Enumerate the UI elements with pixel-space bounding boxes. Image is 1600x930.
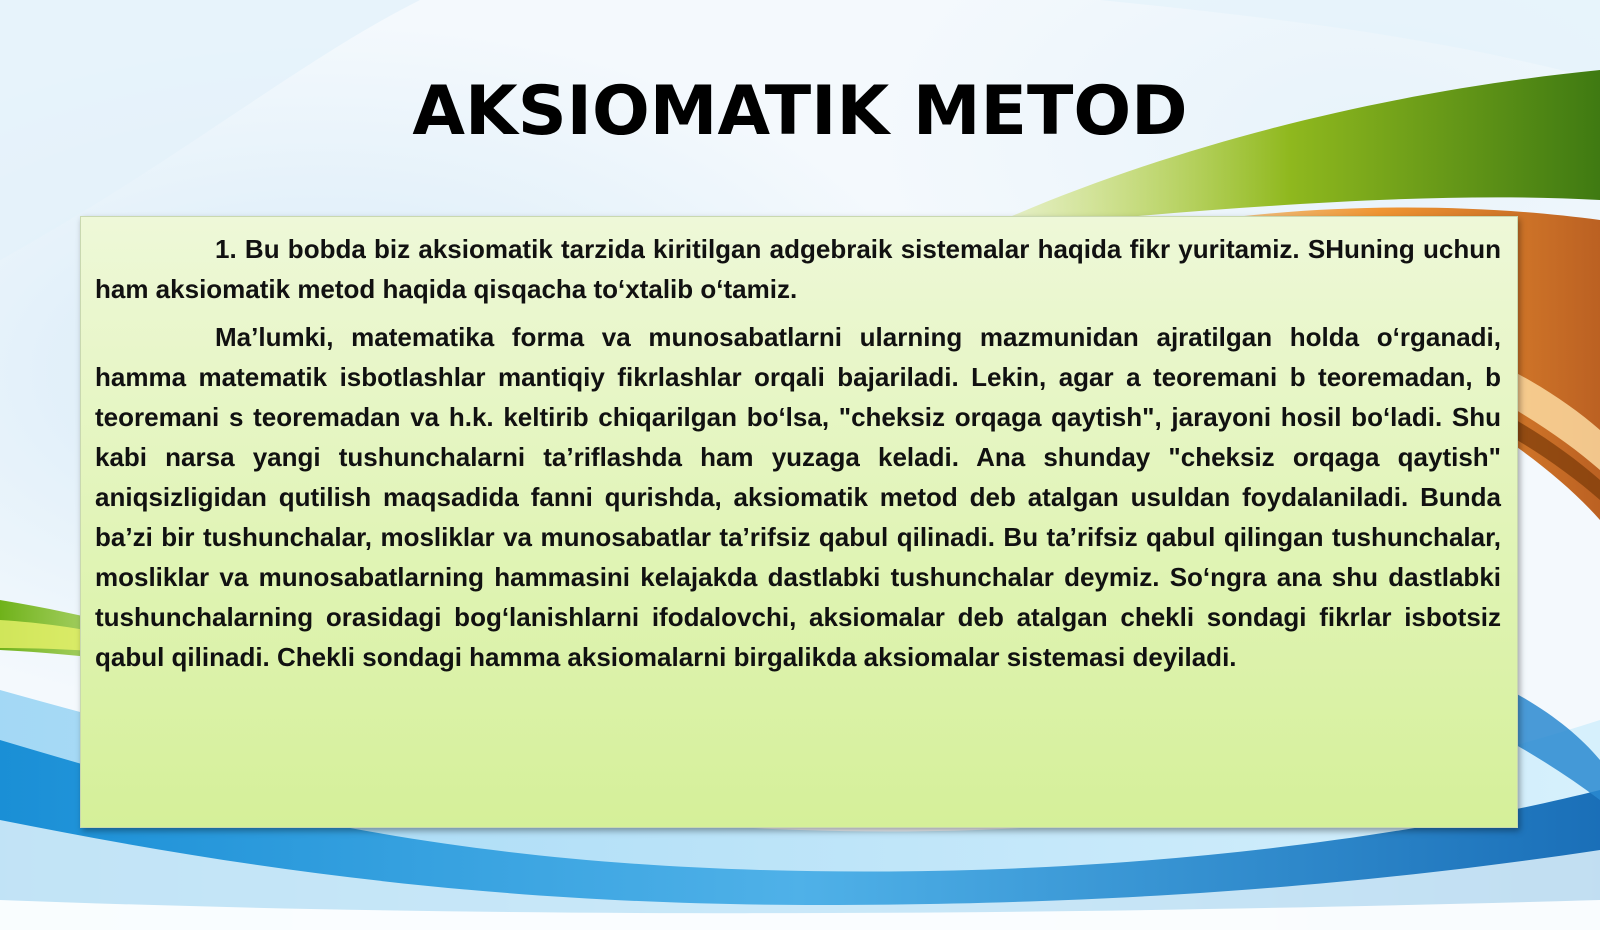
paragraph-intro: 1. Bu bobda biz aksiomatik tarzida kiritilgan adgebraik sistemalar haqida fikr yuritamiz. SHuning uchun ham aksiomatik metod haqida qisqacha to‘xtalib o‘tamiz. xyxy=(95,234,1501,304)
paragraph-main: Ma’lumki, matematika forma va munosabatlarni ularning mazmunidan ajratilgan holda o‘rganadi, hamma matematik isbotlashlar mantiqiy fikrlashlar orqali bajariladi. Lekin, agar a teoremani b teoremadan, b teoremani s teoremadan va h.k. keltirib chiqarilgan bo‘lsa, "cheksiz orqaga qaytish", jarayoni hosil bo‘ladi. Shu kabi narsa yangi tushunchalarni ta’riflashda ham yuzaga keladi. Ana shunday "cheksiz orqaga qaytish" aniqsizligidan qutilish maqsadida fanni qurishda, aksiomatik metod deb atalgan usuldan foydalaniladi. Bunda ba’zi bir tushunchalar, mosliklar va munosabatlar ta’rifsiz qabul qilinadi. Bu ta’rifsiz qabul qilingan tushunchalar, mosliklar va munosabatlarning hammasini kelajakda dastlabki tushunchalar deymiz. So‘ngra ana shu dastlabki tushunchalarning orasidagi bog‘lanishlarni ifodalovchi, aksiomalar deb atalgan chekli sondagi fikrlar isbotsiz qabul qilinadi. Chekli sondagi hamma aksiomalarni birgalikda aksiomalar sistemasi deyiladi. xyxy=(95,322,1501,672)
content-text-box xyxy=(80,216,1518,828)
slide-title: AKSIOMATIK METOD xyxy=(412,72,1188,151)
